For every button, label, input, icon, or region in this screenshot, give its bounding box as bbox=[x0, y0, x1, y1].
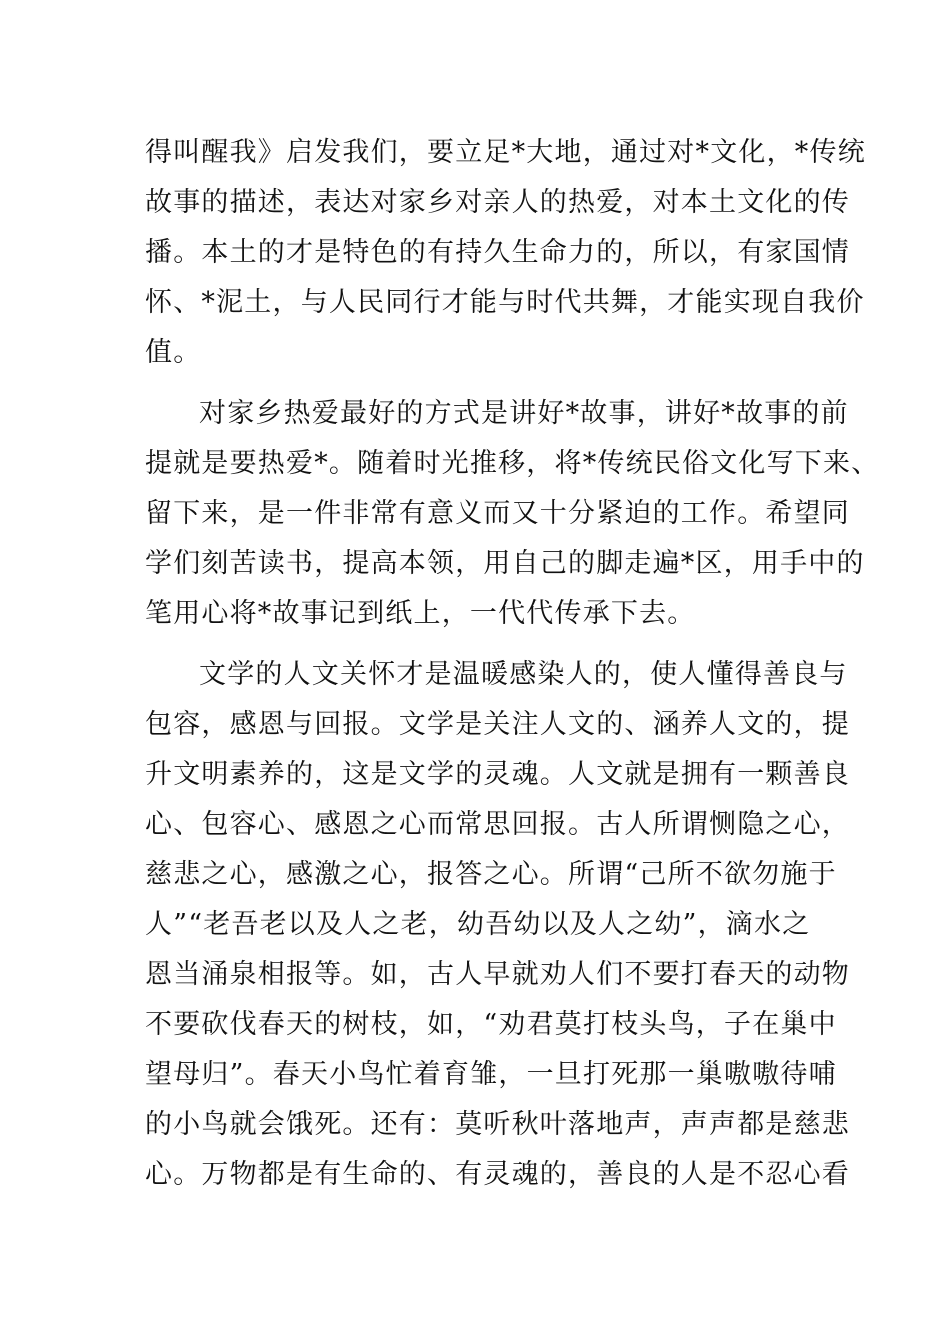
text-line: 提就是要热爱*。随着时光推移，将*传统民俗文化写下来、 bbox=[145, 448, 880, 479]
text-line: 心。万物都是有生命的、有灵魂的，善良的人是不忍心看 bbox=[145, 1159, 850, 1190]
text-line: 的小鸟就会饿死。还有：莫听秋叶落地声，声声都是慈悲 bbox=[145, 1109, 850, 1140]
text-line: 人”“老吾老以及人之老，幼吾幼以及人之幼”，滴水之 bbox=[145, 909, 811, 940]
text-line: 慈悲之心，感激之心，报答之心。所谓“己所不欲勿施于 bbox=[145, 859, 837, 890]
text-line: 值。 bbox=[145, 337, 202, 368]
text-line: 包容，感恩与回报。文学是关注人文的、涵养人文的，提 bbox=[145, 709, 850, 740]
text-line: 望母归”。春天小鸟忙着育雏，一旦打死那一巢嗷嗷待哺 bbox=[145, 1059, 837, 1090]
text-line: 故事的描述，表达对家乡对亲人的热爱，对本土文化的传 bbox=[145, 187, 850, 218]
text-line: 学们刻苦读书，提高本领，用自己的脚走遍*区，用手中的 bbox=[145, 548, 865, 579]
paragraph-first-line: 文学的人文关怀才是温暖感染人的，使人懂得善良与 bbox=[199, 659, 848, 690]
text-line: 心、包容心、感恩之心而常思回报。古人所谓恻隐之心， bbox=[145, 809, 850, 840]
text-line: 升文明素养的，这是文学的灵魂。人文就是拥有一颗善良 bbox=[145, 759, 850, 790]
text-line: 播。本土的才是特色的有持久生命力的，所以，有家国情 bbox=[145, 237, 850, 268]
text-line: 恩当涌泉相报等。如，古人早就劝人们不要打春天的动物 bbox=[145, 959, 850, 990]
paragraph-first-line: 对家乡热爱最好的方式是讲好*故事，讲好*故事的前 bbox=[199, 398, 849, 429]
text-line: 笔用心将*故事记到纸上，一代代传承下去。 bbox=[145, 598, 696, 629]
text-line: 得叫醒我》启发我们，要立足*大地，通过对*文化，*传统 bbox=[145, 137, 866, 168]
text-line: 不要砍伐春天的树枝，如，“劝君莫打枝头鸟，子在巢中 bbox=[145, 1009, 837, 1040]
text-line: 怀、*泥土，与人民同行才能与时代共舞，才能实现自我价 bbox=[145, 287, 865, 318]
text-line: 留下来，是一件非常有意义而又十分紧迫的工作。希望同 bbox=[145, 498, 850, 529]
